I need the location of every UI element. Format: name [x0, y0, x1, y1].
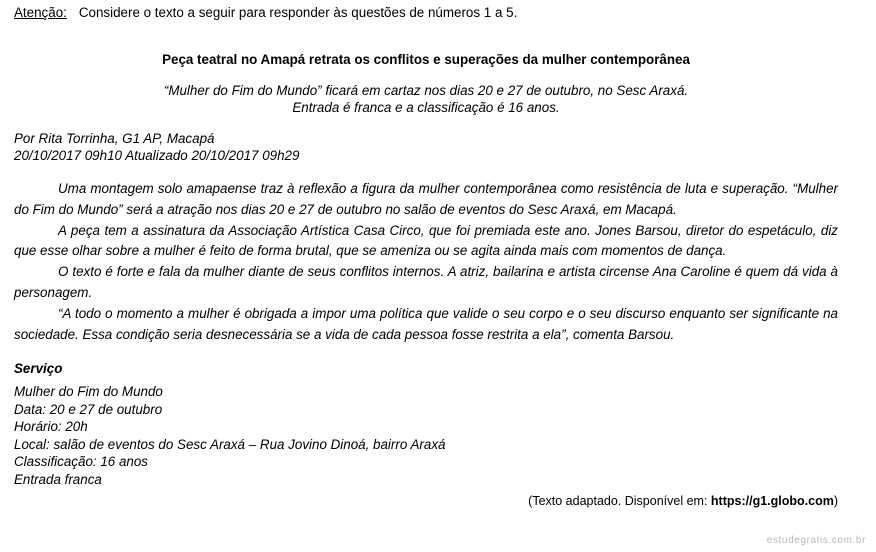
source-citation [528, 494, 838, 508]
subtitle-line: “Mulher do Fim do Mundo” ficará em cartaz nos dias 20 e 27 de outubro, no Sesc Araxá. [163, 83, 689, 98]
body-paragraph: “A todo o momento a mulher é obrigada a impor uma política que valide o seu corpo e o seu discurso enquanto ser significante na sociedade. Essa condição seria desnecessária se a vida de cada pessoa fosse restrita a ela”, comenta Barsou. [14, 305, 838, 342]
article-body [14, 179, 838, 345]
attention-label: Atenção: [14, 5, 67, 20]
article-title: Peça teatral no Amapá retrata os conflitos e superações da mulher contemporânea [162, 52, 690, 67]
source-suffix: ) [833, 494, 838, 508]
article-byline [14, 130, 299, 164]
service-line: Mulher do Fim do Mundo [14, 384, 163, 399]
subtitle-line: Entrada é franca e a classificação é 16 anos. [292, 100, 560, 115]
body-paragraph: A peça tem a assinatura da Associação Artística Casa Circo, que foi premiada este ano. Jones Barsou, diretor do espetáculo, diz que esse olhar sobre a mulher é feito de forma brutal, que se ameniza ou se agita ainda mais com momentos de dança. [14, 222, 838, 259]
service-details [14, 383, 445, 489]
body-paragraph: O texto é forte e fala da mulher diante de seus conflitos internos. A atriz, bailarina e artista circense Ana Caroline é quem dá vida à personagem. [14, 264, 838, 300]
attention-instruction [14, 5, 517, 20]
site-watermark: estudegratis.com.br [766, 535, 866, 546]
service-line: Local: salão de eventos do Sesc Araxá – Rua Jovino Dinoá, bairro Araxá [14, 436, 446, 452]
service-line: Classificação: 16 anos [14, 454, 148, 470]
dateline: 20/10/2017 09h10 Atualizado 20/10/2017 09h29 [14, 148, 300, 163]
service-line: Data: 20 e 27 de outubro [14, 401, 163, 417]
attention-text: Considere o texto a seguir para responder às questões de números 1 a 5. [78, 5, 518, 20]
article-subtitle [14, 82, 838, 116]
service-heading: Serviço [14, 361, 63, 376]
source-url: https://g1.globo.com [710, 494, 834, 508]
service-line: Entrada franca [14, 471, 102, 487]
body-paragraph: Uma montagem solo amapaense traz à reflexão a figura da mulher contemporânea como resistência de luta e superação. “Mulher do Fim do Mundo” será a atração nos dias 20 e 27 de outubro no salão de eventos do Sesc Araxá, em Macapá. [14, 181, 838, 217]
source-prefix: (Texto adaptado. Disponível em: [528, 494, 711, 508]
author-line: Por Rita Torrinha, G1 AP, Macapá [14, 131, 215, 146]
service-line: Horário: 20h [14, 419, 88, 435]
